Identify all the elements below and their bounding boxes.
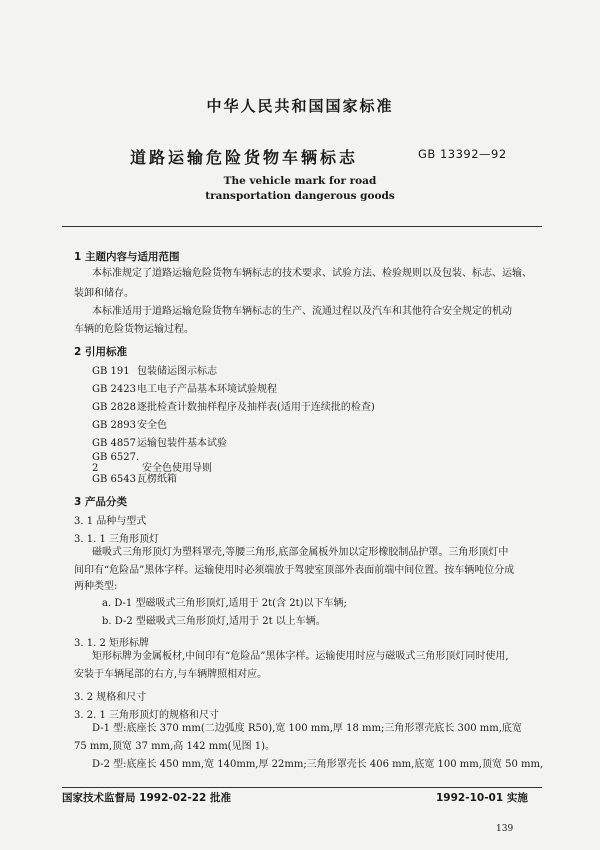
section1-para2-line1: 本标准适用于道路运输危险货物车辆标志的生产、流通过程以及汽车和其他符合安全规定的机动 bbox=[92, 306, 512, 317]
reference-title: 包装储运图示标志 bbox=[137, 366, 217, 377]
section1-para1-line2: 装卸和储存。 bbox=[74, 288, 134, 299]
document-title-en-line1: The vehicle mark for road bbox=[223, 175, 377, 187]
reference-title: 瓦楞纸箱 bbox=[137, 474, 177, 485]
reference-code: GB 191 bbox=[92, 366, 130, 377]
reference-item bbox=[92, 416, 167, 431]
spec-d1-line2: 75 mm,顶宽 37 mm,高 142 mm(见图 1)。 bbox=[74, 741, 276, 752]
section-3-1-heading: 3. 1 品种与型式 bbox=[74, 516, 147, 527]
spec-d1-line1: D-1 型:底座长 370 mm(二边弧度 R50),宽 100 mm,厚 18 mm;三角形罩壳底长 300 mm,底宽 bbox=[92, 723, 522, 734]
reference-code: GB 2828 bbox=[92, 402, 136, 413]
page-number: 139 bbox=[496, 824, 514, 834]
section-3-2-heading: 3. 2 规格和尺寸 bbox=[74, 692, 147, 703]
document-title-cn: 道路运输危险货物车辆标志 bbox=[130, 148, 359, 167]
reference-title: 逐批检查计数抽样程序及抽样表(适用于连续批的检查) bbox=[137, 402, 375, 413]
standard-code: GB 13392—92 bbox=[418, 147, 507, 161]
section2-heading: 2 引用标准 bbox=[74, 346, 127, 358]
reference-code: GB 6527. 2 bbox=[92, 452, 140, 474]
document-title-en-line2: transportation dangerous goods bbox=[205, 190, 395, 202]
section3-heading: 3 产品分类 bbox=[74, 496, 127, 508]
reference-title: 电工电子产品基本环境试验规程 bbox=[137, 384, 277, 395]
top-divider bbox=[62, 226, 542, 227]
reference-item bbox=[92, 434, 227, 449]
document-organization: 中华人民共和国国家标准 bbox=[206, 97, 394, 115]
section1-heading: 1 主题内容与适用范围 bbox=[74, 251, 180, 263]
approval-date: 国家技术监督局 1992-02-22 批准 bbox=[62, 792, 231, 804]
section-3-1-1-heading: 3. 1. 1 三角形顶灯 bbox=[74, 534, 159, 545]
section1-para1-line1: 本标准规定了道路运输危险货物车辆标志的技术要求、试验方法、检验规则以及包装、标志、运输、 bbox=[92, 268, 532, 279]
reference-item bbox=[92, 470, 177, 485]
reference-title: 运输包装件基本试验 bbox=[137, 438, 227, 449]
section-3-1-1-para-line3: 两种类型: bbox=[74, 581, 118, 592]
section-3-1-1-item-a: a. D-1 型磁吸式三角形顶灯,适用于 2t(含 2t)以下车辆; bbox=[102, 598, 347, 609]
bottom-divider bbox=[62, 787, 542, 788]
spec-d2-line1: D-2 型:底座长 450 mm,宽 140mm,厚 22mm;三角形罩壳长 406 mm,底宽 100 mm,顶宽 50 mm, bbox=[92, 759, 544, 770]
reference-code: GB 6543 bbox=[92, 474, 136, 485]
section-3-1-2-heading: 3. 1. 2 矩形标牌 bbox=[74, 638, 149, 649]
reference-code: GB 4857 bbox=[92, 438, 136, 449]
reference-item bbox=[92, 380, 277, 395]
section-3-1-1-para-line1: 磁吸式三角形顶灯为塑料罩壳,等腰三角形,底部金属板外加以定形橡胶制品护罩。三角形顶灯中 bbox=[92, 547, 509, 558]
reference-item bbox=[92, 362, 217, 377]
reference-title: 安全色 bbox=[137, 420, 167, 431]
section1-para2-line2: 车辆的危险货物运输过程。 bbox=[74, 324, 194, 335]
reference-item bbox=[92, 398, 375, 413]
section-3-1-2-para-line2: 安装于车辆尾部的右方,与车辆牌照相对应。 bbox=[74, 669, 268, 680]
implementation-date: 1992-10-01 实施 bbox=[436, 792, 528, 804]
section-3-1-1-para-line2: 间印有“危险品”黑体字样。运输使用时必须端放于驾驶室顶部外表面前端中间位置。按车辆吨位分成 bbox=[74, 565, 515, 576]
reference-code: GB 2893 bbox=[92, 420, 136, 431]
section-3-1-1-item-b: b. D-2 型磁吸式三角形顶灯,适用于 2t 以上车辆。 bbox=[102, 616, 326, 627]
reference-title: 安全色使用导则 bbox=[142, 463, 212, 474]
section-3-2-1-heading: 3. 2. 1 三角形顶灯的规格和尺寸 bbox=[74, 710, 219, 721]
reference-code: GB 2423 bbox=[92, 384, 136, 395]
section-3-1-2-para-line1: 矩形标牌为金属板材,中间印有“危险品”黑体字样。运输使用时应与磁吸式三角形顶灯同时使用, bbox=[92, 651, 509, 662]
